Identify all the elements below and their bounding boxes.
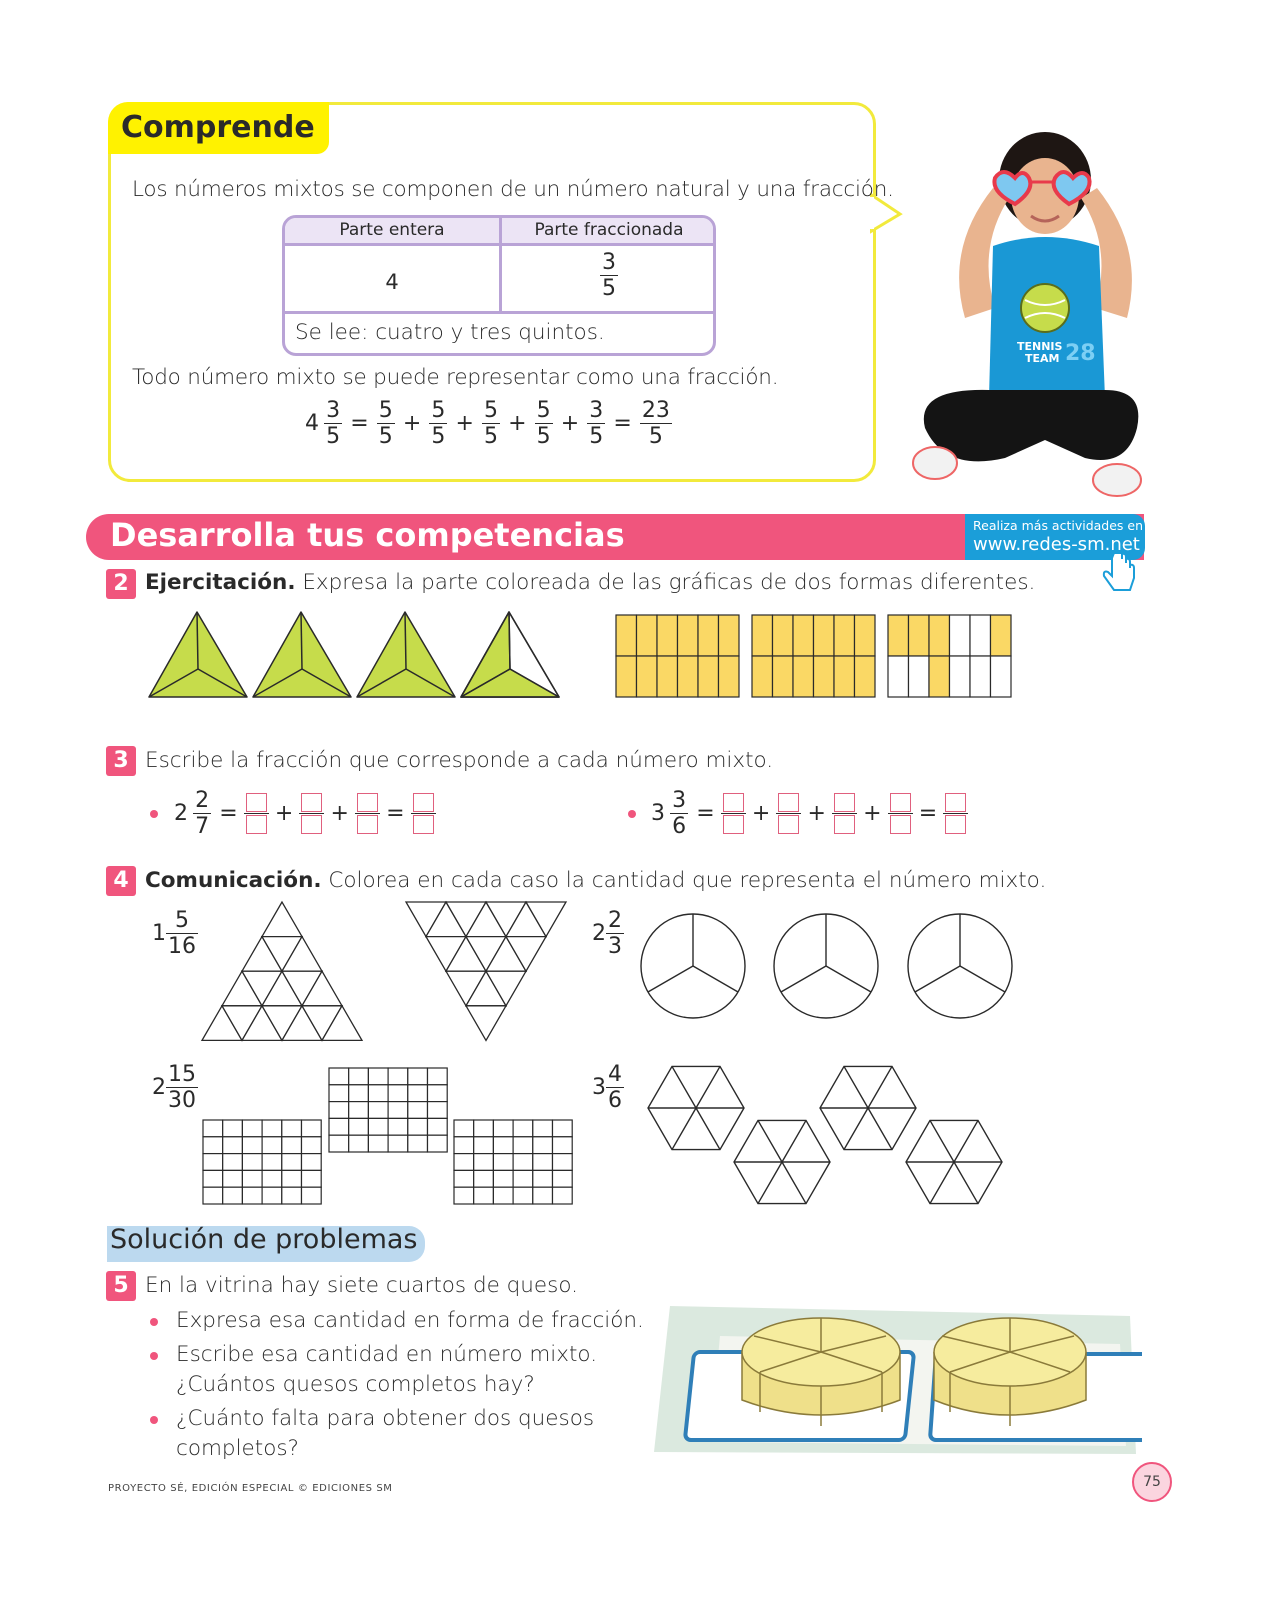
bullet [150,810,158,818]
grid-cell [203,1154,223,1171]
grid-cell [773,656,794,697]
bullet [150,1318,158,1326]
banner-title: Desarrolla tus competencias [110,516,625,554]
grid-cell [950,615,971,656]
grid-cell [834,656,855,697]
grid-cell [388,1085,408,1102]
grid-cell [474,1120,494,1137]
grid-cell [282,1120,302,1137]
sol-bullet-2b: ¿Cuántos quesos completos hay? [176,1372,535,1397]
grid-cell [657,656,678,697]
grid-cell [678,615,699,656]
sol-bullet-1: Expresa esa cantidad en forma de fracción. [176,1308,644,1333]
grid-cell [223,1120,243,1137]
grid-cell [454,1187,474,1204]
header-parte-entera: Parte entera [339,220,445,240]
answer-fraction-box[interactable] [413,792,434,836]
question-5-text: En la vitrina hay siete cuartos de queso. [145,1273,578,1298]
fraction: $\frac{23}{5}$ [641,398,670,449]
grid-cell [349,1135,369,1152]
whole: 3 [651,801,665,826]
grid-cell [970,615,991,656]
grid-cell [533,1154,553,1171]
fraccionada-value [502,250,716,301]
grid-cell [553,1187,573,1204]
grid-cell [349,1102,369,1119]
comprende-intro: Los números mixtos se componen de un número natural y una fracción. [132,177,894,202]
grid-cell [428,1068,448,1085]
fraction: $\frac{2}{7}$ [195,788,210,839]
grid-cell [408,1118,428,1135]
grid-cell [223,1187,243,1204]
svg-text:TENNIS: TENNIS [1017,340,1063,353]
grid-cell [408,1102,428,1119]
question-number-5: 5 [106,1271,136,1301]
grid-cell [888,656,909,697]
bullet [150,1416,158,1424]
grid-cell [223,1170,243,1187]
grid-cell [637,615,658,656]
question-number-2: 2 [106,569,136,599]
triangle-cell [466,1006,506,1041]
todo-text: Todo número mixto se puede representar como una fracción. [132,365,779,390]
web-url[interactable]: www.redes-sm.net [973,534,1140,555]
grid-cell [302,1170,322,1187]
grid-cell [991,656,1012,697]
grid-cell [493,1120,513,1137]
grid-cell [474,1137,494,1154]
grid-cell [282,1170,302,1187]
grid-cell [329,1085,349,1102]
cheese-illustration [650,1296,1142,1456]
grid-cell [302,1154,322,1171]
sol-bullet-3: ¿Cuánto falta para obtener dos quesos [176,1406,595,1431]
svg-text:TEAM: TEAM [1025,352,1060,365]
grid-cell [368,1068,388,1085]
read-text: Se lee: cuatro y tres quintos. [295,320,605,345]
grid-cell [752,656,773,697]
girl-photo [905,128,1150,508]
grid-cell [929,615,950,656]
operator: = [613,411,632,436]
grid-cell [474,1170,494,1187]
grid-cell [752,615,773,656]
q3-item-1 [174,788,434,839]
grid-cell [698,615,719,656]
triangle-4 [461,612,559,697]
grid-cell [616,656,637,697]
grid-cell [388,1118,408,1135]
row-divider [285,311,713,314]
grid-cell [513,1120,533,1137]
question-4-text: Comunicación. Colorea en cada caso la cantidad que representa el número mixto. [145,868,1047,893]
sol-bullet-2: Escribe esa cantidad en número mixto. [176,1342,598,1367]
answer-fraction-box[interactable] [357,792,378,836]
grid-cell [242,1120,262,1137]
grid-cell [553,1170,573,1187]
grid-cell [302,1137,322,1154]
answer-fraction-box[interactable] [301,792,322,836]
grid-cell [637,656,658,697]
grid-cell [719,615,740,656]
grid-cell [909,656,930,697]
grid-cell [203,1187,223,1204]
grid-cell [203,1120,223,1137]
grid-cell [329,1068,349,1085]
grid-cell [533,1120,553,1137]
grid-cell [223,1154,243,1171]
operator: + [455,411,474,436]
operator: + [402,411,422,436]
grid-cell [349,1118,369,1135]
operator: = [219,801,238,826]
grid-cell [408,1135,428,1152]
question-3-text: Escribe la fracción que corresponde a cada número mixto. [145,748,774,773]
grid-cell [329,1102,349,1119]
bullet [150,1352,158,1360]
grid-cell [262,1170,282,1187]
grid-cell [242,1170,262,1187]
mixed-number-a: 1 $\frac{5}{16}$ [152,908,196,959]
grid-cell [428,1085,448,1102]
answer-fraction-box[interactable] [246,792,267,836]
operator: = [918,801,938,826]
answer-fraction-box[interactable] [834,792,855,836]
bullet [628,810,636,818]
triangle-2 [253,612,351,697]
grid-cell [834,615,855,656]
grid-cell [454,1137,474,1154]
grid-cell [242,1187,262,1204]
grid-cell [698,656,719,697]
grid-cell [553,1120,573,1137]
grid-cell [349,1085,369,1102]
pointer-hand-icon [1100,554,1140,596]
equation-row [305,398,672,449]
fraction: $\frac{5}{5}$ [536,398,551,449]
grid-cell [493,1170,513,1187]
grid-cell [388,1102,408,1119]
grid-cell [262,1154,282,1171]
grid-cell [454,1170,474,1187]
grid-cell [678,656,699,697]
grid-cell [855,615,876,656]
grid-cell [855,656,876,697]
grid-cell [533,1187,553,1204]
grid-cell [428,1118,448,1135]
grid-cell [929,656,950,697]
grid-cell [513,1187,533,1204]
grid-cell [773,615,794,656]
fraction: $\frac{5}{5}$ [431,398,446,449]
question-number-4: 4 [106,866,136,896]
grid-cell [302,1120,322,1137]
answer-fraction-box[interactable] [778,792,799,836]
answer-fraction-box[interactable] [945,792,966,836]
grid-cell [719,656,740,697]
fraction: $\frac{3}{5}$ [589,398,604,449]
grid-cell [909,615,930,656]
circle-figures[interactable] [636,908,1018,1024]
operator: + [863,801,882,826]
triangle-cell [262,902,302,937]
grid-cell [533,1170,553,1187]
grid-cell [282,1154,302,1171]
svg-text:28: 28 [1065,341,1096,366]
grid-cell [493,1187,513,1204]
grid-cell [329,1135,349,1152]
operator: + [807,801,826,826]
triangle-1 [149,612,247,697]
numerator: 3 [602,250,616,275]
grid-cell [950,656,971,697]
grid-cell [349,1068,369,1085]
page-number: 75 [1132,1462,1172,1502]
question-2-text: Ejercitación. Expresa la parte coloreada de las gráficas de dos formas diferentes. [145,570,1036,595]
operator: + [751,801,771,826]
grid-cell [991,615,1012,656]
operator: = [386,801,405,826]
grid-cell [493,1137,513,1154]
grid-cell [262,1137,282,1154]
grid-cell [388,1068,408,1085]
grid-cell [428,1102,448,1119]
triangle-grid-figures[interactable] [200,898,572,1046]
grid-cell [408,1068,428,1085]
fraction: $\frac{5}{5}$ [378,398,393,449]
operator: = [350,411,369,436]
grid-cell [282,1187,302,1204]
operator: + [330,801,349,826]
entera-value: 4 [385,270,399,294]
grid-cell [616,615,637,656]
comprende-title: Comprende [108,102,329,154]
q3-item-2 [651,788,966,839]
grid-cell [793,615,814,656]
footer-credits: PROYECTO SÉ, EDICIÓN ESPECIAL © EDICIONES SM [108,1483,393,1494]
grid-cell [302,1187,322,1204]
fraction: $\frac{5}{5}$ [483,398,498,449]
fraction [600,250,618,301]
grid-cell [203,1170,223,1187]
grid-cell [408,1085,428,1102]
grid-cell [368,1102,388,1119]
hexagon-figures[interactable] [644,1060,1010,1212]
grid-figures[interactable] [200,1066,576,1208]
header-parte-fraccionada: Parte fraccionada [534,220,684,240]
whole: 2 [174,801,188,826]
grid-cell [533,1137,553,1154]
grid-cell [474,1187,494,1204]
grid-cell [368,1135,388,1152]
rectangle-figures [614,613,1016,701]
eq-whole: 4 [305,411,319,436]
grid-cell [513,1137,533,1154]
operator: + [508,411,527,436]
answer-fraction-box[interactable] [890,792,911,836]
grid-cell [242,1154,262,1171]
grid-cell [388,1135,408,1152]
question-number-3: 3 [106,746,136,776]
grid-cell [282,1137,302,1154]
operator: + [560,411,580,436]
mixed-number-c: 2 $\frac{15}{30}$ [152,1062,196,1113]
operator: = [696,801,715,826]
grid-cell [657,615,678,656]
fraction: $\frac{3}{6}$ [672,788,687,839]
grid-cell [553,1137,573,1154]
grid-cell [493,1154,513,1171]
fraction: $\frac{3}{5}$ [326,398,341,449]
grid-cell [428,1135,448,1152]
answer-fraction-box[interactable] [723,792,744,836]
sol-bullet-3b: completos? [176,1436,299,1461]
triangle-3 [357,612,455,697]
grid-cell [793,656,814,697]
grid-cell [368,1085,388,1102]
grid-cell [262,1120,282,1137]
grid-cell [970,656,991,697]
grid-cell [223,1137,243,1154]
grid-cell [262,1187,282,1204]
grid-cell [553,1154,573,1171]
grid-cell [513,1154,533,1171]
operator: + [274,801,294,826]
denominator: 5 [602,276,616,301]
grid-cell [513,1170,533,1187]
web-line1: Realiza más actividades en [973,518,1144,533]
mixed-number-table [282,215,716,356]
grid-cell [368,1118,388,1135]
grid-cell [203,1137,223,1154]
grid-cell [888,615,909,656]
triangle-figures [145,608,565,702]
grid-cell [329,1118,349,1135]
solucion-title: Solución de problemas [110,1224,418,1255]
grid-cell [474,1154,494,1171]
grid-cell [242,1137,262,1154]
mixed-number-d: 3 $\frac{4}{6}$ [592,1062,622,1113]
grid-cell [814,615,835,656]
grid-cell [454,1120,474,1137]
mixed-number-b: 2 $\frac{2}{3}$ [592,908,622,959]
grid-cell [814,656,835,697]
grid-cell [454,1154,474,1171]
